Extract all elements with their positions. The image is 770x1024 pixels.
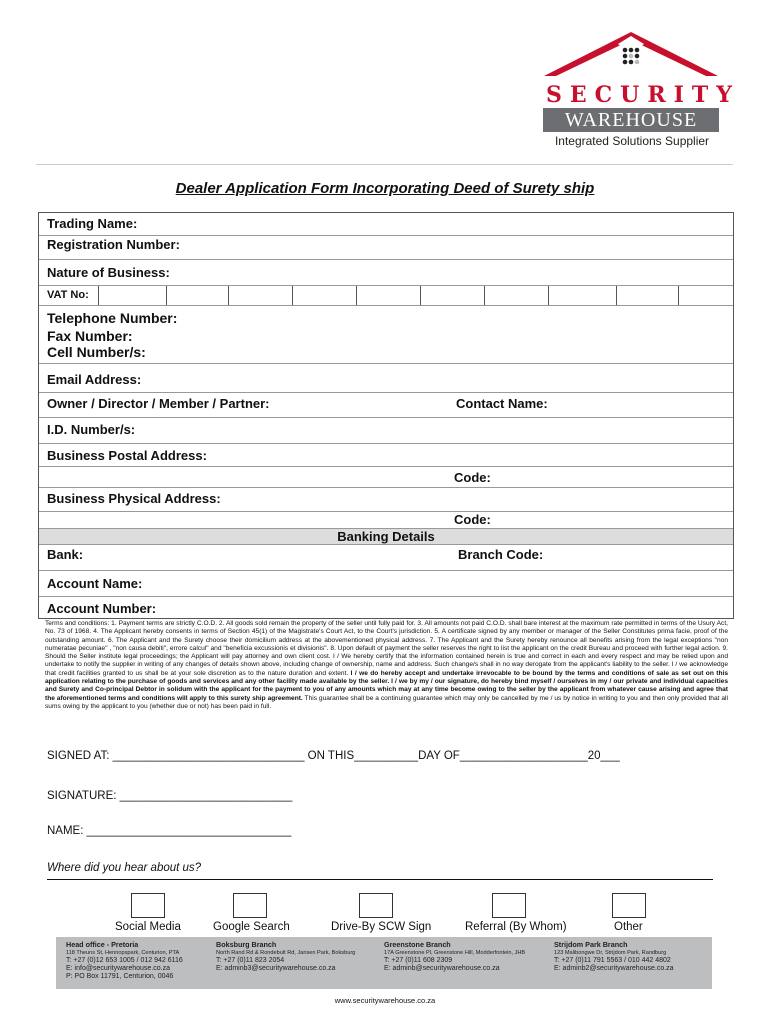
vat-digit-box[interactable] — [99, 286, 167, 305]
vat-digit-box[interactable] — [549, 286, 617, 305]
banking-details-label: Banking Details — [337, 529, 435, 544]
branch-code-label: Branch Code: — [458, 547, 544, 562]
branch-phone: T: +27 (0)11 823 2054 — [216, 957, 285, 964]
terms-text: Terms and conditions: 1. Payment terms are strictly C.O.D. 2. All goods sold remain the property of the seller until fully paid for. 3. All amounts not paid C.O.D. shall bare interest at the maximum rate permitted in terms of the Usury Act, No. 73 of 1968. 4. The Applicant hereby consents in terms of Section 45(1) of the Magistrate's Court Act, to the Court's jurisdiction. 5. A certificate signed by any member or manager of the Seller Constitutes prima facie, proof of the outstanding amount. 6. The Applicant and the Surety choose their domicilium address at the abovementioned physical address. 7. The Applicant and the Surety hereby renounce all benefits arising from the legal exceptions "non numeratae pecuniae" , "non causa debiti", errore calcul" and "beneficia excussionis et divisionis". 8. Upon default of payment the seller reserves the right to list the applicant on the credit Bureau and proceed with further legal action. 9. Should the Seller institute legal proceedings; the Applicant will pay attorney and own client cost. I / We hereby certify that the information contained herein is true and correct in each and every respect and may be relied upon and undertake to notify the supplier in writing of any changes of details shown above, including change of ownership, name and address. Such change/s shall in no way derogate from the applicant's liability to the seller. I / we acknowledge that credit facilities granted to us shall be at your sole discretion as to the nature duration and extent. — [45, 620, 728, 677]
branch-email[interactable]: E: adminb3@securitywarehouse.co.za — [216, 965, 336, 972]
trading-name-label: Trading Name: — [47, 216, 138, 231]
drive-by-sign-checkbox[interactable] — [359, 893, 393, 918]
vat-number-row — [39, 286, 733, 306]
branch-name: Greenstone Branch — [384, 940, 451, 949]
vat-digit-box[interactable] — [229, 286, 293, 305]
banking-details-header — [39, 529, 733, 545]
vat-digit-box[interactable] — [357, 286, 421, 305]
branch-greenstone — [384, 941, 525, 973]
nature-of-business-row[interactable] — [39, 260, 733, 286]
vat-digit-box[interactable] — [617, 286, 679, 305]
physical-code-label: Code: — [454, 512, 491, 527]
drive-by-sign-label: Drive-By SCW Sign — [331, 921, 432, 933]
fax-label: Fax Number: — [47, 328, 133, 344]
branch-name: Head office - Pretoria — [66, 940, 139, 949]
hear-divider — [47, 879, 713, 880]
owner-row[interactable] — [39, 393, 733, 418]
google-search-checkbox[interactable] — [233, 893, 267, 918]
referral-checkbox[interactable] — [492, 893, 526, 918]
roof-logo-icon — [540, 30, 722, 90]
application-form — [38, 212, 734, 619]
terms-guarantee-text: This guarantee shall be a continuing guarantee which may only be cancelled by me / us by notice in writing to you and then only provided that all sums owing by the applicant to you (whether due or not) has been paid in full. — [45, 694, 728, 710]
vat-digit-box[interactable] — [167, 286, 229, 305]
bank-row[interactable] — [39, 545, 733, 571]
other-checkbox[interactable] — [612, 893, 646, 918]
vat-digit-box[interactable] — [485, 286, 549, 305]
brand-tagline: Integrated Solutions Supplier — [554, 134, 710, 148]
account-name-row[interactable] — [39, 571, 733, 597]
branch-name: Boksburg Branch — [216, 940, 277, 949]
branch-phone: T: +27 (0)12 653 1005 / 012 942 6116 — [66, 957, 183, 964]
id-number-label: I.D. Number/s: — [47, 422, 136, 437]
branch-email[interactable]: E: adminb2@securitywarehouse.co.za — [554, 965, 674, 972]
vat-digit-box[interactable] — [679, 286, 733, 305]
cell-label: Cell Number/s: — [47, 344, 146, 360]
vat-label: VAT No: — [39, 286, 99, 305]
branch-boksburg — [216, 941, 355, 973]
brand-name-security: SECURITY — [546, 82, 741, 108]
social-media-label: Social Media — [115, 921, 181, 933]
signature-line[interactable]: SIGNATURE: ___________________________ — [47, 790, 293, 802]
branch-address: 17A Greenstone Pl, Greenstone Hill, Modderfontein, JHB — [384, 950, 526, 956]
registration-number-row[interactable] — [39, 236, 733, 260]
google-search-label: Google Search — [213, 921, 290, 933]
branch-footer — [56, 937, 712, 989]
branch-email[interactable]: E: adminb@securitywarehouse.co.za — [384, 965, 500, 972]
company-logo — [540, 30, 741, 150]
referral-label: Referral (By Whom) — [465, 921, 567, 933]
postal-address-label: Business Postal Address: — [47, 448, 207, 463]
terms-and-conditions — [45, 620, 728, 711]
vat-digit-box[interactable] — [293, 286, 357, 305]
postal-code-label: Code: — [454, 470, 491, 485]
account-name-label: Account Name: — [47, 576, 143, 591]
phone-block-row[interactable] — [39, 306, 733, 364]
hear-about-us-question: Where did you hear about us? — [47, 862, 202, 874]
bank-label: Bank: — [47, 547, 84, 562]
branch-phone: T: +27 (0)11 608 2309 — [384, 957, 453, 964]
postal-address-row[interactable] — [39, 444, 733, 467]
other-label: Other — [614, 921, 643, 933]
owner-label: Owner / Director / Member / Partner: — [47, 396, 270, 411]
form-title: Dealer Application Form Incorporating Deed of Surety ship — [175, 180, 595, 197]
nature-of-business-label: Nature of Business: — [47, 265, 170, 280]
account-number-label: Account Number: — [47, 601, 157, 616]
branch-po-box: P: PO Box 11791, Centurion, 0046 — [66, 973, 174, 980]
social-media-checkbox[interactable] — [131, 893, 165, 918]
trading-name-row[interactable] — [39, 213, 733, 236]
name-line[interactable]: NAME: ________________________________ — [47, 825, 292, 837]
branch-name: Strijdom Park Branch — [554, 940, 628, 949]
postal-code-row[interactable] — [39, 467, 733, 488]
branch-strijdom-park — [554, 941, 674, 973]
contact-name-label: Contact Name: — [456, 396, 548, 411]
physical-address-label: Business Physical Address: — [47, 491, 221, 506]
telephone-label: Telephone Number: — [47, 310, 178, 326]
registration-number-label: Registration Number: — [47, 237, 180, 252]
branch-phone: T: +27 (0)11 791 5563 / 010 442 4802 — [554, 957, 671, 964]
email-label: Email Address: — [47, 372, 142, 387]
branch-address: 123 Malibongwe Dr, Strijdom Park, Randburg — [554, 950, 667, 956]
account-number-row[interactable] — [39, 597, 733, 618]
vat-digit-box[interactable] — [421, 286, 485, 305]
email-row[interactable] — [39, 364, 733, 393]
terms-bold-text: I / we do hereby accept and undertake irrevocable to be bound by the terms and conditions of sale as set out on this application relating to the purchase of goods and services and any other facility made available by the seller. I / we by my / our signature, do hereby bind myself / ourselves in my / our private and individual capacities and Surety and Co-principal Debtor in solidum with the applicant for the payment to you of any amounts which may at any time become owing to the seller by the applicant from whatever cause arising and agree that the aforementioned terms and conditions will apply to this surety ship agreement. — [45, 669, 728, 702]
branch-address: 118 Theuns St, Hennopspark, Centurion, PTA — [66, 950, 180, 956]
id-number-row[interactable] — [39, 418, 733, 444]
branch-email[interactable]: E: info@securitywarehouse.co.za — [66, 965, 170, 972]
physical-code-row[interactable] — [39, 512, 733, 529]
brand-name-warehouse: WAREHOUSE — [543, 108, 719, 132]
branch-address: North Rand Rd & Rondebult Rd, Jansen Park, Boksburg — [216, 950, 356, 956]
physical-address-row[interactable] — [39, 488, 733, 512]
signed-at-line[interactable]: SIGNED AT: ______________________________ ON THIS__________DAY OF____________________20___ — [47, 750, 620, 762]
header-divider — [36, 164, 733, 165]
website-link[interactable]: www.securitywarehouse.co.za — [334, 996, 436, 1005]
branch-head-office — [66, 941, 183, 981]
